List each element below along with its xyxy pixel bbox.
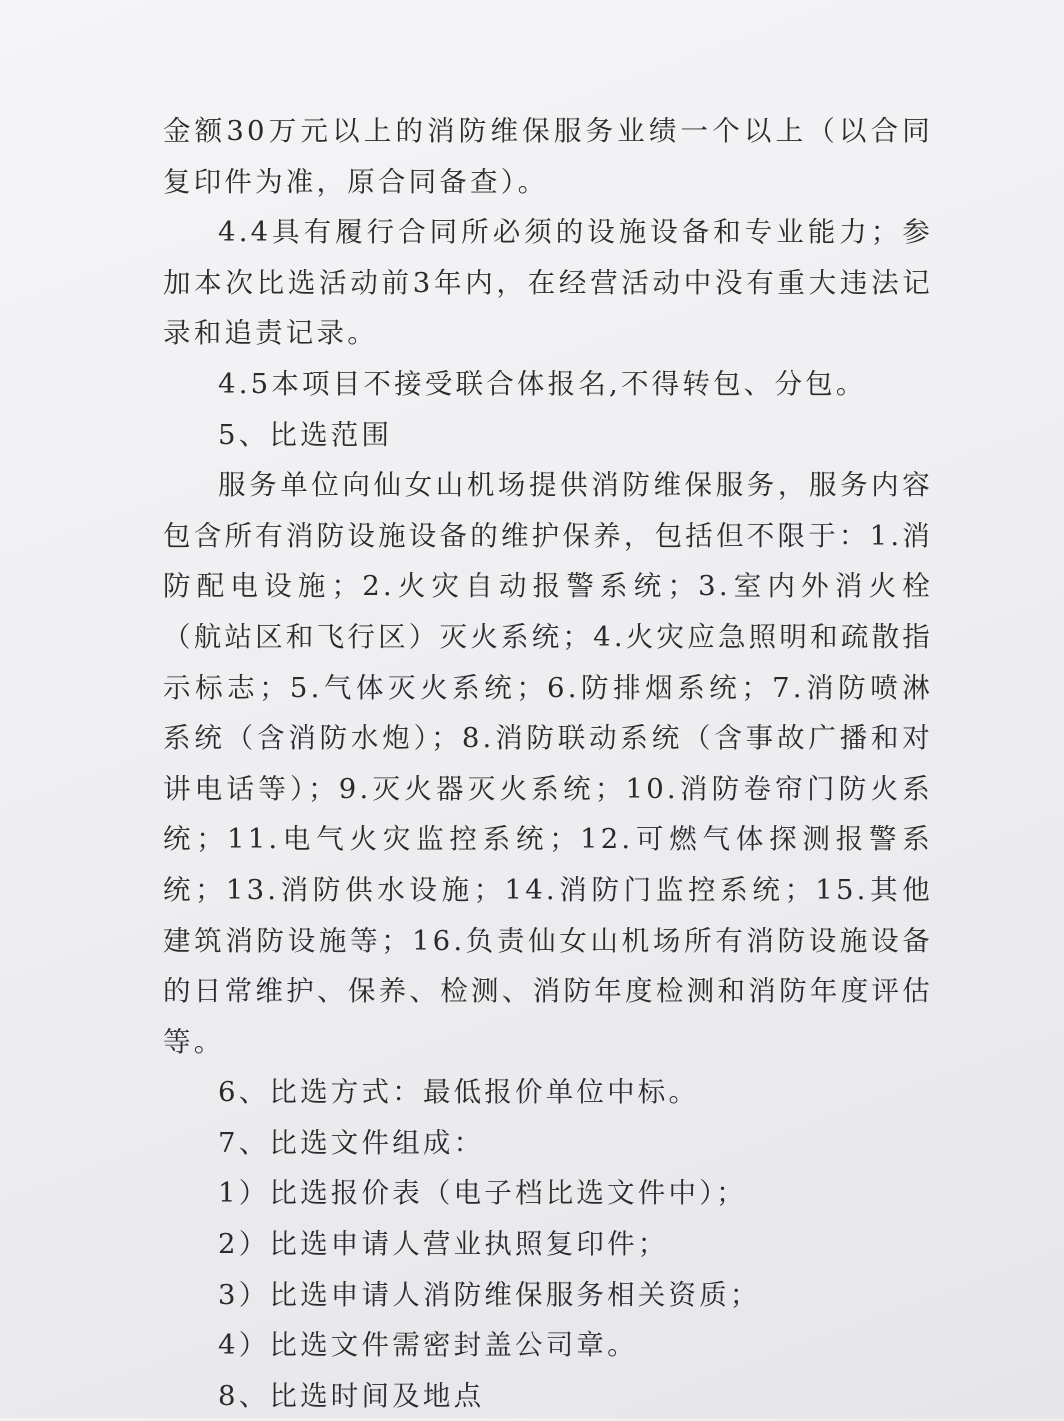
heading-8-time-place: 8、比选时间及地点 bbox=[218, 1379, 485, 1412]
heading-6-method: 6、比选方式：最低报价单位中标。 bbox=[218, 1076, 700, 1109]
paragraph-4-4-equipment: 4.4具有履行合同所必须的设施设备和专业能力；参加本次比选活动前3年内，在经营活动中没有重大违法记录和追责记录。 bbox=[163, 216, 933, 350]
list-item-qualification: 3）比选申请人消防维保服务相关资质； bbox=[218, 1278, 761, 1311]
heading-7-documents: 7、比选文件组成： bbox=[218, 1126, 485, 1159]
list-item-quote-form: 1）比选报价表（电子档比选文件中）； bbox=[218, 1177, 747, 1210]
paragraph-scope-content: 服务单位向仙女山机场提供消防维保服务，服务内容包含所有消防设施设备的维护保养，包括但不限于：1.消防配电设施；2.火灾自动报警系统；3.室内外消火栓（航站区和飞行区）灭火系统；4.火灾应急照明和疏散指示标志；5.气体灭火系统；6.防排烟系统；7.消防喷淋系统（含消防水炮）；8.消防联动系统（含事故广播和对讲电话等）；9.灭火器灭火系统；10.消防卷帘门防火系统；11.电气火灾监控系统；12.可燃气体探测报警系统；13.消防供水设施；14.消防门监控系统；15.其他建筑消防设施等；16.负责仙女山机场所有消防设施设备的日常维护、保养、检测、消防年度检测和消防年度评估等。 bbox=[163, 469, 933, 1058]
paragraph-4-5-consortium: 4.5本项目不接受联合体报名,不得转包、分包。 bbox=[218, 367, 867, 400]
document-body bbox=[163, 106, 933, 1421]
list-item-seal: 4）比选文件需密封盖公司章。 bbox=[218, 1329, 638, 1362]
paragraph-contract-amount: 金额30万元以上的消防维保服务业绩一个以上（以合同复印件为准，原合同备查）。 bbox=[163, 115, 933, 198]
list-item-business-license: 2）比选申请人营业执照复印件； bbox=[218, 1228, 669, 1261]
heading-5-scope: 5、比选范围 bbox=[218, 418, 393, 451]
